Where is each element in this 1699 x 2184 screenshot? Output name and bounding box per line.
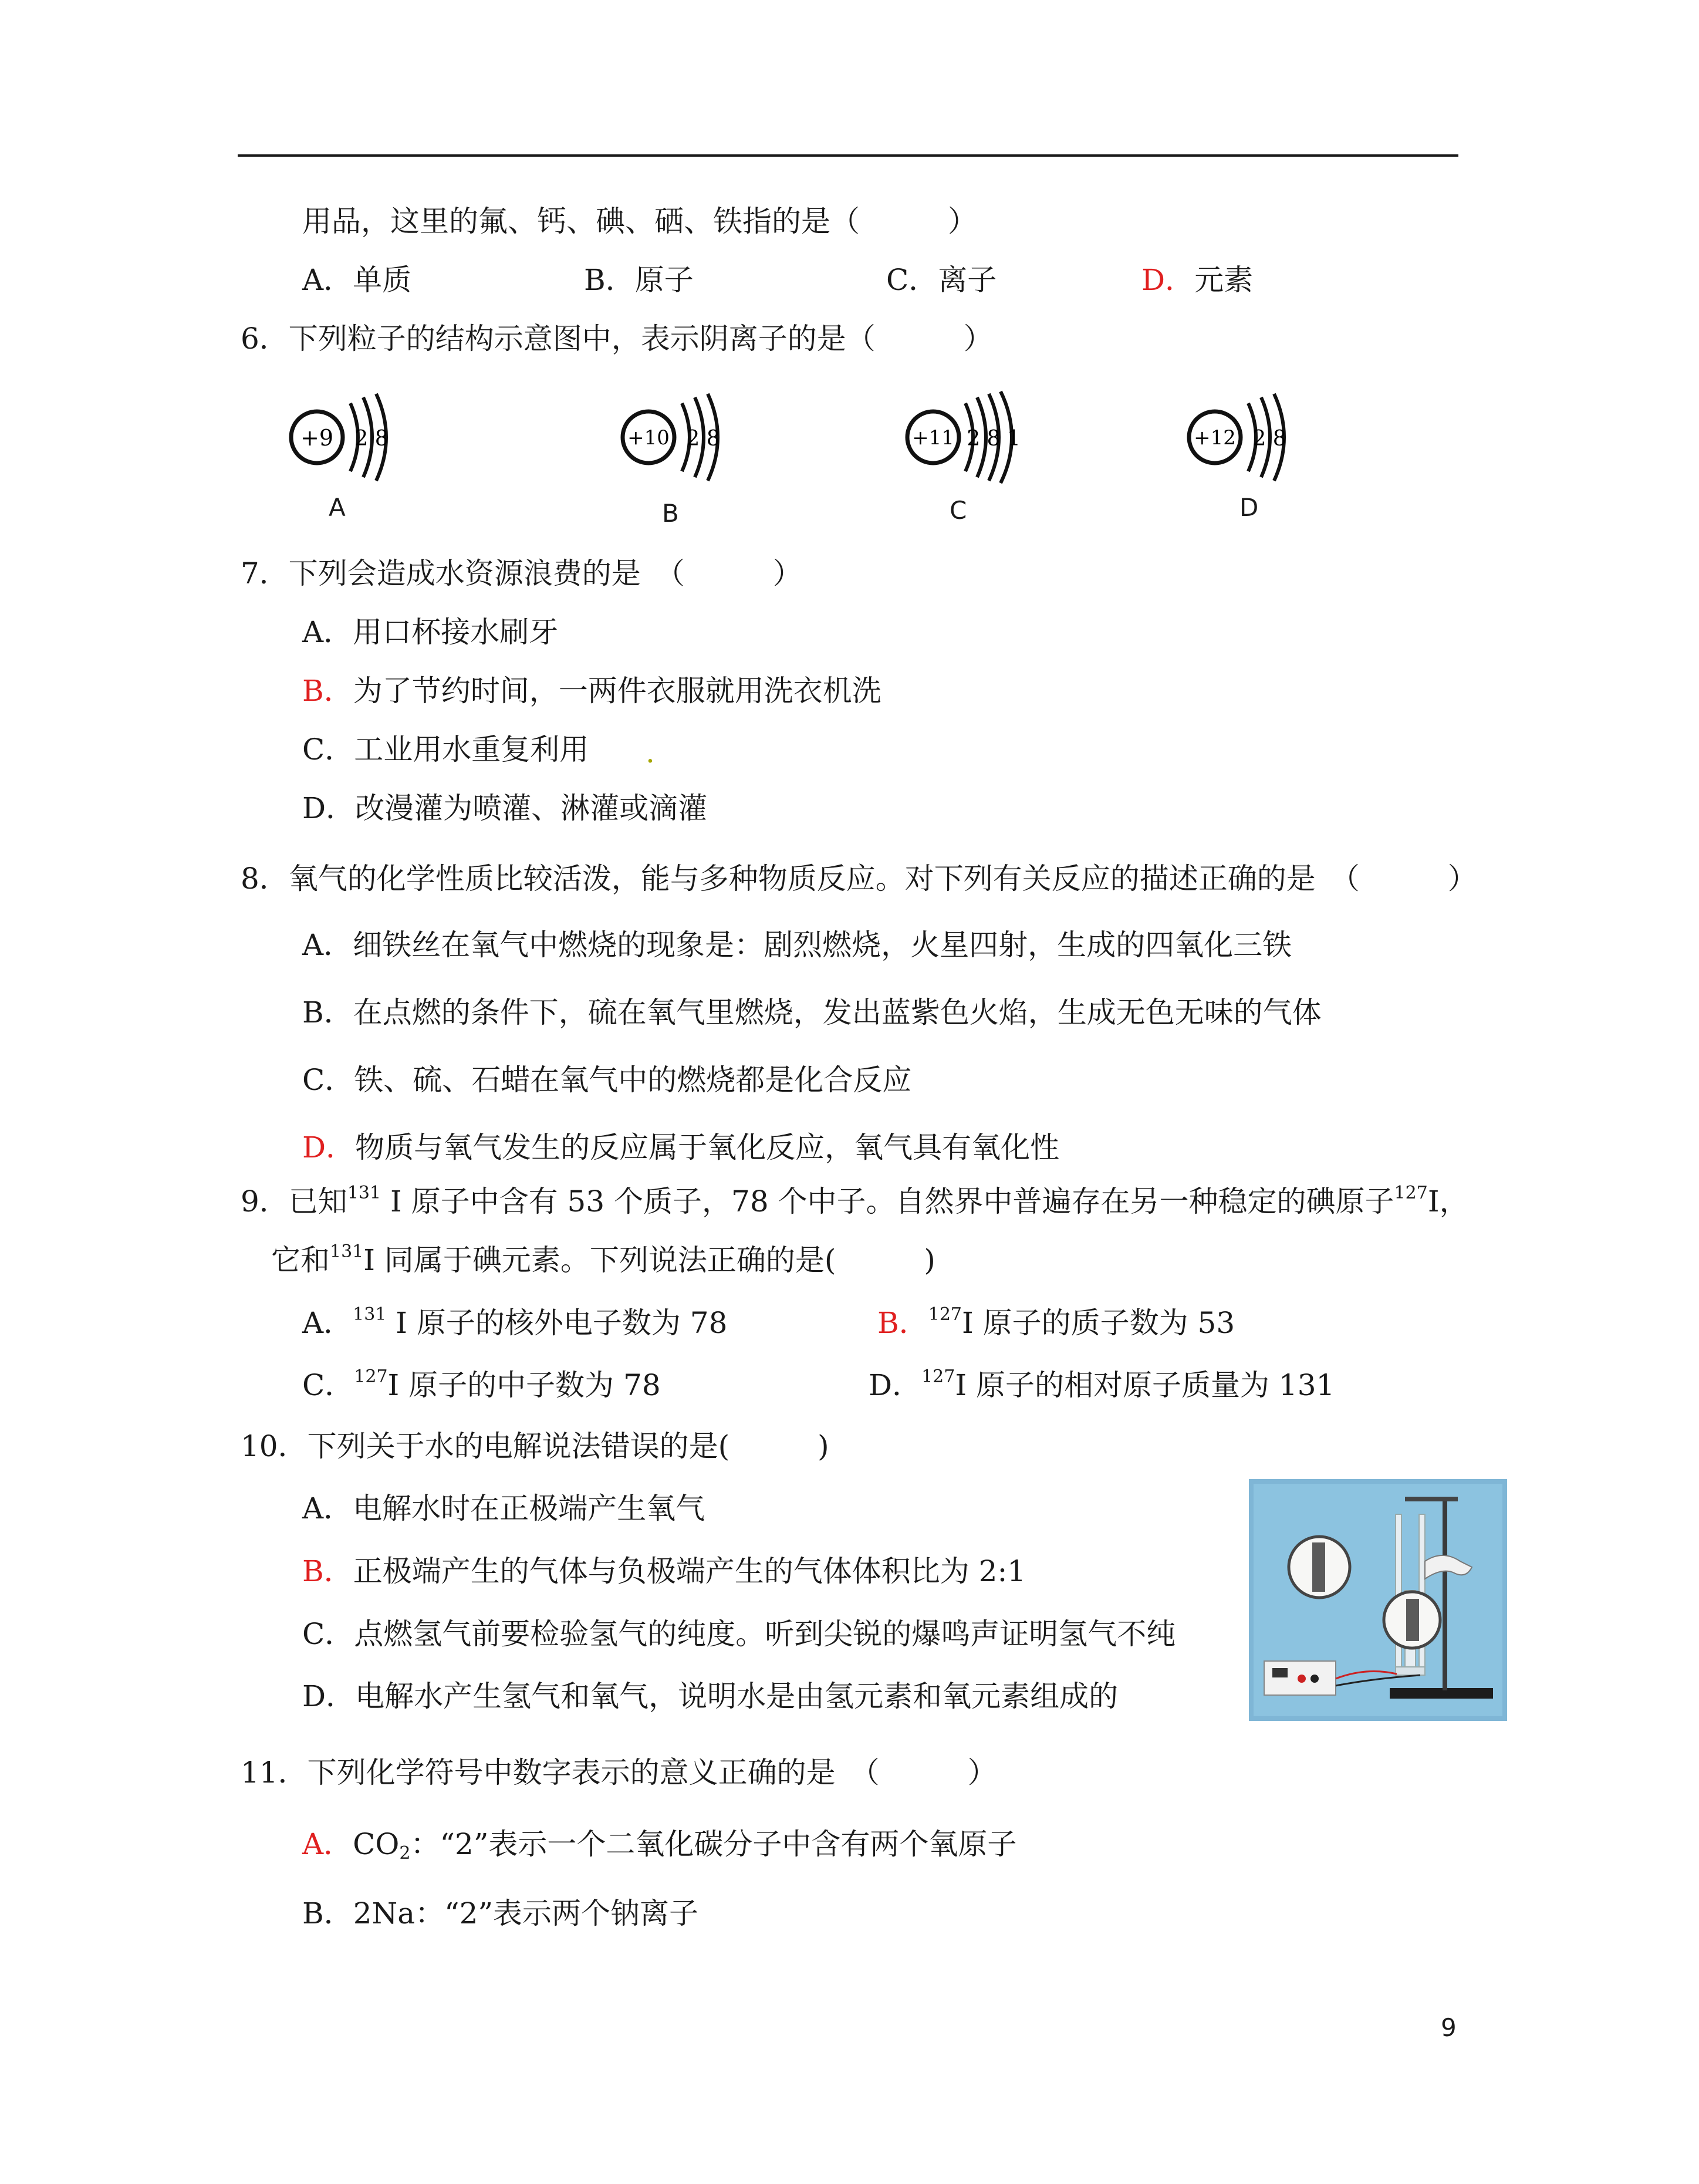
q7-option-d: D．改漫灌为喷灌、淋灌或滴灌 [302, 791, 708, 825]
q5-stem-continuation: 用品，这里的氟、钙、碘、硒、铁指的是（ ） [302, 204, 977, 238]
atom-label-d: D [1239, 493, 1259, 522]
header-rule [238, 154, 1458, 157]
q7-stem: 7．下列会造成水资源浪费的是 （ ） [241, 556, 802, 590]
q5-option-a: A．单质 [302, 263, 412, 297]
atom-diagram-a [285, 390, 402, 487]
atom-label-a: A [329, 493, 346, 522]
atom-a-shells: 2 8 [354, 427, 389, 451]
q11-option-b: B．2Na：“2”表示两个钠离子 [302, 1896, 699, 1930]
q11-option-a: A．$CO_2$：“2”表示一个二氧化碳分子中含有两个氧原子 [302, 1827, 1017, 1864]
q10-option-b: B．正极端产生的气体与负极端产生的气体体积比为 2:1 [302, 1554, 1026, 1588]
q9-stem-line2: 它和$^{131}$I 同属于碘元素。下列说法正确的是( ) [271, 1241, 935, 1277]
q9-option-a: A．$^{131}$ I 原子的核外电子数为 78 [302, 1304, 728, 1340]
q8-option-a: A．细铁丝在氧气中燃烧的现象是：剧烈燃烧，火星四射，生成的四氧化三铁 [302, 928, 1292, 962]
q5-option-d: D．元素 [1141, 263, 1254, 297]
atom-c-nucleus: +11 [912, 426, 954, 450]
q7-option-c: C．工业用水重复利用 [302, 732, 589, 767]
atom-label-c: C [950, 496, 967, 525]
atom-d-nucleus: +12 [1194, 426, 1236, 450]
q5-option-b: B．原子 [584, 263, 694, 297]
atom-c-shells: 2 8 1 [967, 427, 1021, 451]
q7-option-b: B．为了节约时间，一两件衣服就用洗衣机洗 [302, 674, 881, 708]
electrolysis-apparatus-photo [1249, 1479, 1507, 1721]
q10-stem: 10．下列关于水的电解说法错误的是( ) [241, 1429, 829, 1463]
atom-d-shells: 2 8 [1252, 427, 1286, 451]
q9-option-c: C．$^{127}$I 原子的中子数为 78 [302, 1366, 661, 1402]
q8-option-c: C．铁、硫、石蜡在氧气中的燃烧都是化合反应 [302, 1063, 912, 1097]
atom-diagram-c [901, 390, 1042, 487]
atom-b-shells: 2 8 [686, 427, 720, 451]
q8-option-b: B．在点燃的条件下，硫在氧气里燃烧，发出蓝紫色火焰，生成无色无味的气体 [302, 995, 1322, 1029]
q8-stem: 8．氧气的化学性质比较活泼，能与多种物质反应。对下列有关反应的描述正确的是 （ ） [241, 862, 1477, 896]
atom-b-nucleus: +10 [627, 426, 670, 450]
q10-option-d: D．电解水产生氢气和氧气，说明水是由氢元素和氧元素组成的 [302, 1679, 1119, 1713]
q9-option-d: D．$^{127}$I 原子的相对原子质量为 131 [869, 1366, 1335, 1402]
q8-option-d: D．物质与氧气发生的反应属于氧化反应，氧气具有氧化性 [302, 1130, 1060, 1164]
atom-diagram-d [1183, 390, 1300, 487]
page-number: 9 [1441, 2013, 1457, 2042]
atom-label-b: B [662, 499, 679, 528]
atom-a-nucleus: +9 [300, 425, 334, 451]
q7-stray-mark: . [646, 735, 655, 769]
q10-option-a: A．电解水时在正极端产生氧气 [302, 1491, 705, 1525]
q9-stem-line1: 9．已知$^{131}$ I 原子中含有 53 个质子，78 个中子。自然界中普遍存在另一种稳定的碘原子$^{127}$I， [241, 1183, 1469, 1218]
q5-option-c: C．离子 [886, 263, 997, 297]
q9-option-b: B．$^{127}$I 原子的质子数为 53 [877, 1304, 1235, 1340]
q6-stem: 6．下列粒子的结构示意图中，表示阴离子的是（ ） [241, 322, 993, 356]
q7-option-a: A．用口杯接水刷牙 [302, 615, 559, 649]
q10-option-c: C．点燃氢气前要检验氢气的纯度。听到尖锐的爆鸣声证明氢气不纯 [302, 1617, 1176, 1651]
q11-stem: 11．下列化学符号中数字表示的意义正确的是 （ ） [241, 1756, 997, 1790]
atom-diagram-b [616, 390, 734, 487]
